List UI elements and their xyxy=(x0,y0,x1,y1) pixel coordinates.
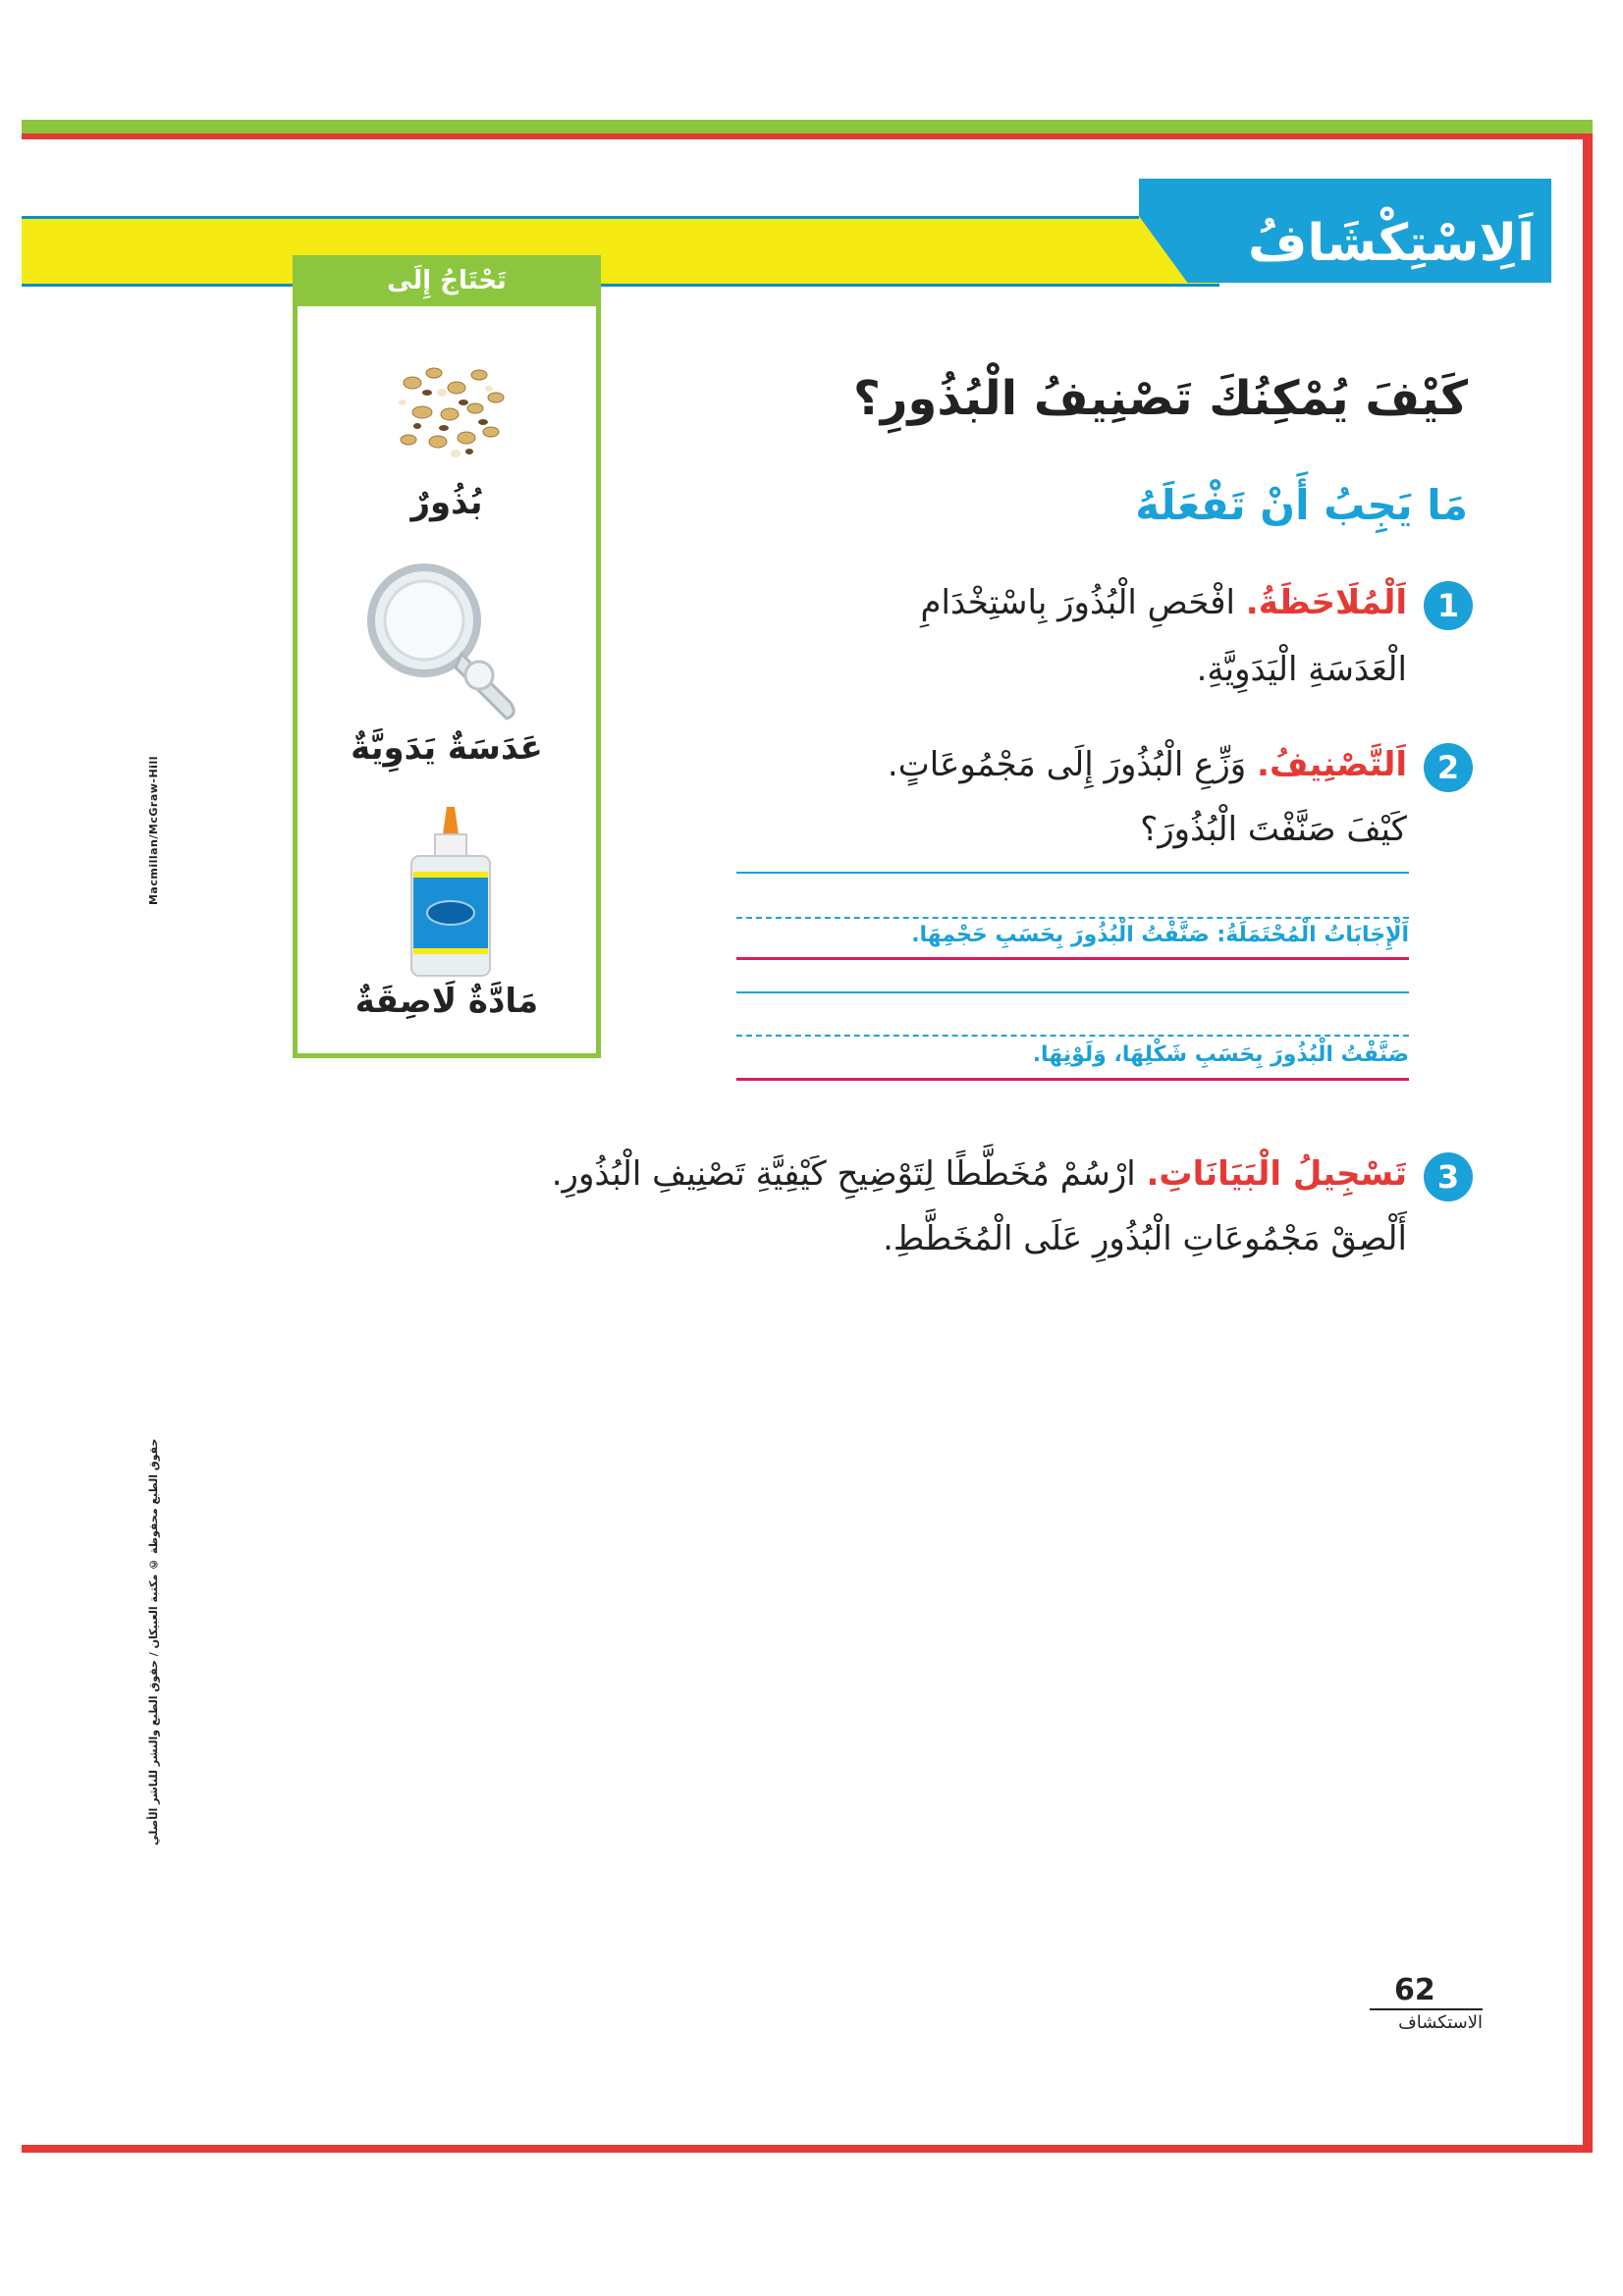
writing-line-top-1 xyxy=(736,872,1409,874)
step-2-key: اَلتَّصْنِيفُ. xyxy=(1257,745,1407,784)
material-label-hand-lens: عَدَسَةٌ يَدَوِيَّةٌ xyxy=(351,728,543,768)
step-3-text-1: ارْسُمْ مُخَطَّطًا لِتَوْضِيحِ كَيْفِيَّةِ تَصْنِيفِ الْبُذُورِ. xyxy=(551,1154,1136,1194)
step-1-text-1: افْحَصِ الْبُذُورَ بِاسْتِخْدَامِ xyxy=(920,583,1235,622)
page-number-rule xyxy=(1370,2008,1483,2010)
step-2-text-1: وَزِّعِ الْبُذُورَ إِلَى مَجْمُوعَاتٍ. xyxy=(887,745,1247,784)
material-label-glue: مَادَّةٌ لَاصِقَةٌ xyxy=(354,982,539,1021)
writing-line-dash-2 xyxy=(736,1035,1409,1037)
lesson-question: كَيْفَ يُمْكِنُكَ تَصْنِيفُ الْبُذُورِ؟ xyxy=(853,371,1468,426)
materials-title: تَحْتَاجُ إِلَى xyxy=(293,255,601,306)
header-band xyxy=(22,216,1219,287)
side-credit-rights: حقوق الطبع محفوظة © مكتبة العبيكان / حقوق الطبع والنشر للناشر الأصلي xyxy=(147,1438,160,1845)
step-3-key: تَسْجِيلُ الْبَيَانَاتِ. xyxy=(1146,1154,1407,1194)
writing-line-base-2 xyxy=(736,1078,1409,1081)
footer-section-label: الاستكشاف xyxy=(1398,2012,1483,2033)
step-3-text-2: أَلْصِقْ مَجْمُوعَاتِ الْبُذُورِ عَلَى الْمُخَطَّطِ. xyxy=(883,1219,1407,1258)
writing-line-top-2 xyxy=(736,991,1409,993)
step-1-text-2: الْعَدَسَةِ الْيَدَوِيَّةِ. xyxy=(1196,650,1407,689)
writing-line-base-1 xyxy=(736,957,1409,960)
page-frame xyxy=(22,133,1593,2153)
answer-text-2: صَنَّفْتُ الْبُذُورَ بِحَسَبِ شَكْلِهَا، وَلَوْنِهَا. xyxy=(1032,1042,1409,1067)
step-1-line-1 xyxy=(641,573,1407,632)
step-1-key: اَلْمُلَاحَظَةُ. xyxy=(1245,583,1407,622)
glue-bottle-image xyxy=(398,805,506,982)
material-label-seeds: بُذُورٌ xyxy=(410,483,483,522)
side-credit-publisher: Macmillan/McGraw-Hill xyxy=(147,756,160,906)
writing-line-dash-1 xyxy=(736,917,1409,919)
page-number: 62 xyxy=(1394,1973,1435,2007)
step-number-3: 3 xyxy=(1424,1152,1473,1201)
what-to-do-heading: مَا يَجِبُ أَنْ تَفْعَلَهُ xyxy=(1135,481,1468,529)
step-2-line-1 xyxy=(641,735,1407,794)
step-number-2: 2 xyxy=(1424,743,1473,792)
step-3-line-1 xyxy=(278,1145,1407,1203)
section-title: اَلِاسْتِكْشَافُ xyxy=(1248,214,1535,273)
magnifying-glass-image xyxy=(363,560,530,726)
step-2-text-2: كَيْفَ صَنَّفْتَ الْبُذُورَ؟ xyxy=(1140,810,1407,849)
seeds-image xyxy=(373,344,530,481)
answer-text-1: اَلْإِجَابَاتُ الْمُحْتَمَلَةُ: صَنَّفْتُ الْبُذُورَ بِحَسَبِ حَجْمِهَا. xyxy=(911,923,1409,947)
top-border-green xyxy=(22,120,1593,133)
step-number-1: 1 xyxy=(1424,581,1473,630)
